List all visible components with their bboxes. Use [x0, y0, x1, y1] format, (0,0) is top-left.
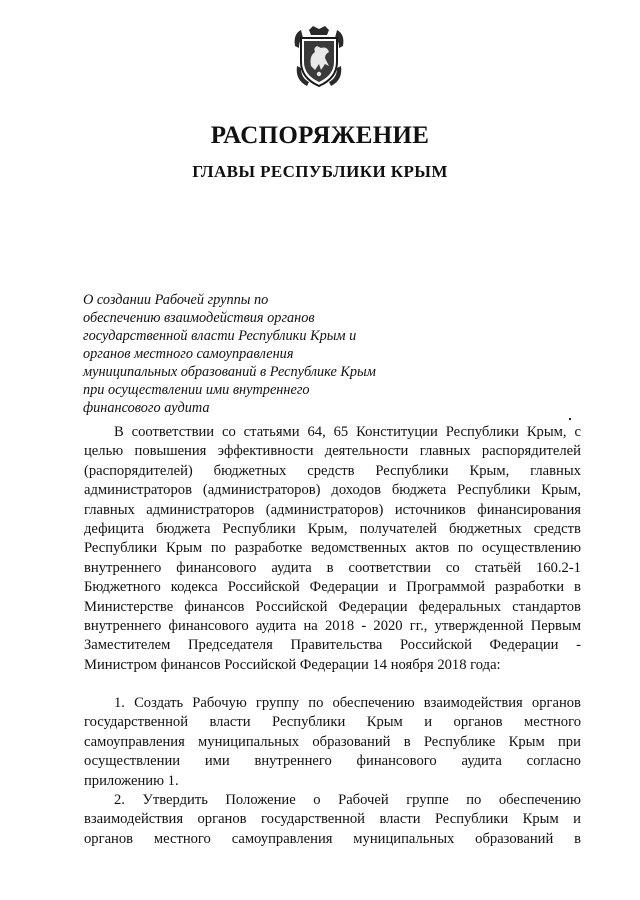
text-line: [84, 481, 581, 500]
word: Министерстве: [84, 598, 174, 615]
word: в: [574, 830, 581, 847]
word: финансового: [356, 753, 437, 770]
word: повышения: [134, 443, 207, 460]
text-line: [84, 656, 581, 675]
word: Председателя: [188, 637, 273, 654]
word: средств: [307, 462, 355, 479]
subject-line: органов местного самоуправления: [83, 346, 294, 362]
text-line: [84, 501, 581, 520]
word: внутреннего: [84, 559, 162, 576]
word: 65: [333, 424, 349, 440]
word: аудита: [461, 753, 502, 770]
word: Крым,: [307, 520, 348, 537]
word: образований: [475, 830, 554, 847]
word: осуществлении: [84, 753, 181, 770]
word: и: [573, 811, 581, 828]
word: Заместителем: [84, 637, 171, 654]
word: соответствии: [348, 559, 431, 576]
word: образований: [312, 733, 391, 750]
subject-line: при осуществлении ими внутреннего: [83, 382, 310, 398]
word: ведомственных: [310, 540, 407, 557]
document-title: РАСПОРЯЖЕНИЕ: [210, 122, 430, 149]
word: внутреннего: [254, 753, 332, 770]
text-line: [84, 830, 581, 849]
document-subtitle: ГЛАВЫ РЕСПУБЛИКИ КРЫМ: [192, 162, 448, 181]
word: финансового: [176, 559, 257, 576]
word: по: [466, 792, 482, 809]
scan-mark: [569, 418, 571, 420]
word: муниципальных: [353, 830, 455, 847]
word: 2018: [324, 617, 355, 634]
word: ими: [204, 753, 230, 770]
word: Крым: [522, 811, 559, 828]
word: Республики: [445, 424, 519, 440]
word: Российской: [399, 637, 472, 654]
word: Республики: [272, 714, 346, 731]
word: взаимодействия: [84, 811, 184, 828]
word: средств: [533, 520, 581, 537]
word: Крым: [166, 540, 203, 557]
word: Федерации: [489, 637, 559, 654]
subject-line: государственной власти Республики Крым и: [83, 328, 357, 344]
word: Крым: [508, 733, 545, 750]
word: (распорядителей): [84, 462, 193, 479]
text-line: [84, 772, 581, 791]
word: разработки: [494, 579, 565, 596]
word: взаимодействия: [423, 695, 523, 712]
word: Республики: [222, 520, 296, 537]
word: Конституции: [356, 424, 438, 440]
subject-block: [83, 291, 423, 417]
word: аудита: [255, 617, 297, 634]
word: органов: [197, 811, 247, 828]
word: Федерации: [338, 598, 408, 615]
word: обеспечению: [498, 792, 581, 809]
word: со: [221, 424, 236, 440]
text-line: [84, 442, 581, 461]
word: государственной: [84, 714, 189, 731]
word: в: [326, 559, 334, 576]
text-line: [84, 462, 581, 481]
word: гг.,: [409, 617, 428, 634]
word: согласно: [526, 753, 581, 770]
word: органов: [453, 714, 503, 731]
word: Республики: [84, 540, 158, 557]
word: получателей: [359, 520, 437, 537]
word: Республики: [435, 811, 509, 828]
text-line: [84, 791, 581, 810]
word: главных: [84, 501, 135, 518]
word: в: [403, 733, 411, 750]
item-1-paragraph: [84, 694, 581, 791]
text-line: [84, 578, 581, 597]
word: самоуправления: [84, 733, 185, 750]
word: 64,: [307, 424, 326, 440]
word: с: [574, 424, 581, 440]
word: Правительства: [290, 637, 383, 654]
word: 160.2-1: [535, 559, 581, 576]
word: финансов: [184, 598, 245, 615]
word: власти: [379, 811, 421, 828]
word: главных: [530, 462, 581, 479]
word: Республики: [375, 462, 449, 479]
word: актов: [415, 540, 450, 557]
text-line: [84, 423, 581, 442]
word: соответствии: [131, 424, 215, 440]
word: по: [308, 695, 324, 712]
word: местного: [524, 714, 581, 731]
word: по: [210, 540, 226, 557]
text-line: [84, 539, 581, 558]
text-line: [84, 598, 581, 617]
word: Создать: [134, 695, 184, 712]
word: главных: [419, 443, 471, 460]
word: муниципальных: [198, 733, 300, 750]
text-line: [84, 713, 581, 732]
word: Первым: [530, 617, 581, 634]
word: осуществлению: [481, 540, 581, 557]
word: Крым,: [526, 424, 567, 440]
word: стандартов: [512, 598, 581, 615]
word: (администраторов): [265, 501, 384, 518]
subject-line: финансового аудита: [83, 400, 210, 416]
word: по: [457, 540, 474, 557]
word: деятельности: [324, 443, 409, 460]
word: эффективности: [217, 443, 314, 460]
text-line: [84, 520, 581, 539]
crimea-coat-of-arms-icon: [291, 26, 347, 90]
word: кодекса: [170, 579, 218, 596]
word: 2.: [114, 792, 125, 809]
word: бюджетных: [213, 462, 287, 479]
word: органов: [84, 830, 134, 847]
word: Российской: [227, 579, 300, 596]
word: распорядителей: [481, 443, 581, 460]
subject-line: муниципальных образований в Республике Крым: [83, 364, 376, 380]
word: на: [303, 617, 318, 634]
word: самоуправления: [231, 830, 333, 847]
word: (администраторов): [202, 482, 321, 499]
word: Крым,: [541, 482, 581, 499]
word: местного: [153, 830, 211, 847]
preamble-paragraph: [84, 423, 581, 675]
word: Рабочую: [192, 695, 247, 712]
word: обеспечению: [332, 695, 415, 712]
item-2-paragraph: [84, 791, 581, 849]
text-line: [84, 694, 581, 713]
word: 2020: [373, 617, 403, 634]
word: органов: [531, 695, 581, 712]
document-body: [84, 423, 581, 849]
word: администраторов: [84, 482, 192, 499]
text-line: [84, 752, 581, 771]
subject-line: О создании Рабочей группы по: [83, 292, 269, 308]
word: в: [574, 579, 581, 596]
text-line: [84, 733, 581, 752]
word: Программой: [406, 579, 485, 596]
word: Крым,: [469, 462, 510, 479]
word: о: [313, 792, 321, 809]
word: Утвердить: [142, 792, 208, 809]
word: -: [361, 617, 367, 634]
word: Республики: [457, 482, 531, 499]
word: государственной: [260, 811, 365, 828]
word: администраторов: [146, 501, 255, 518]
word: бюджета: [156, 520, 211, 537]
word: Республике: [423, 733, 496, 750]
word: группе: [406, 792, 449, 809]
word: дефицита: [84, 520, 144, 537]
word: источников: [394, 501, 466, 518]
word: аудита: [271, 559, 312, 576]
word: бюджета: [391, 482, 447, 499]
word: Бюджетного: [84, 579, 161, 596]
word: Рабочей: [338, 792, 389, 809]
word: статьёй: [474, 559, 522, 576]
word: Федерации: [309, 579, 379, 596]
word: федеральных: [418, 598, 502, 615]
word: 1.: [114, 695, 125, 712]
word: приложению 1.: [84, 772, 179, 789]
word: утвержденной: [434, 617, 524, 634]
word: разработке: [234, 540, 303, 557]
word: -: [576, 637, 581, 654]
word: статьями: [243, 424, 300, 440]
word: Министром финансов Российской Федерации 14 ноября 2018 года:: [84, 656, 501, 673]
word: бюджетных: [448, 520, 522, 537]
word: при: [558, 733, 581, 750]
text-line: [84, 636, 581, 655]
word: Крым: [366, 714, 403, 731]
word: финансового: [168, 617, 249, 634]
word: и: [424, 714, 433, 731]
text-line: [84, 559, 581, 578]
word: группу: [255, 695, 300, 712]
word: Положение: [225, 792, 296, 809]
subject-line: обеспечению взаимодействия органов: [83, 310, 315, 326]
word: Российской: [255, 598, 328, 615]
text-line: [84, 810, 581, 829]
word: внутреннего: [84, 617, 162, 634]
word: финансирования: [477, 501, 581, 518]
word: доходов: [331, 482, 381, 499]
text-line: [84, 617, 581, 636]
word: со: [445, 559, 460, 576]
word: целью: [84, 443, 124, 460]
word: и: [388, 579, 397, 596]
word: В: [114, 424, 124, 440]
word: власти: [209, 714, 251, 731]
